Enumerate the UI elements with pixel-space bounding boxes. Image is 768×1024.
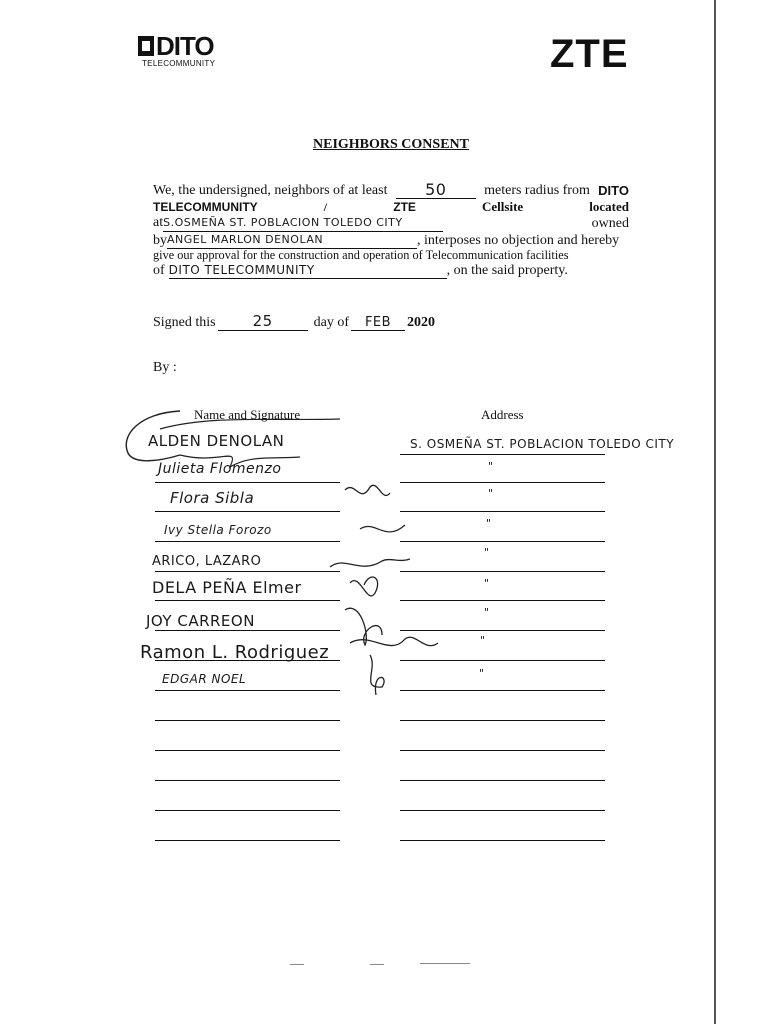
name-signature-line xyxy=(155,660,340,661)
line4-by: by xyxy=(153,233,167,248)
signed-month: FEB xyxy=(351,315,405,331)
signed-day: 25 xyxy=(218,312,308,331)
name-signature-line xyxy=(155,571,340,572)
paragraph-line-4 xyxy=(153,232,629,249)
paragraph-line-1 xyxy=(153,182,629,199)
address-line xyxy=(400,750,605,751)
line2-located: located xyxy=(589,199,629,214)
line6-of: of xyxy=(153,263,165,278)
signatory-name: DELA PEÑA Elmer xyxy=(152,578,302,597)
signatory-address: S. OSMEÑA ST. POBLACION TOLEDO CITY xyxy=(410,437,675,451)
signatory-address: " xyxy=(479,667,485,680)
signatory-address: " xyxy=(488,460,494,473)
owner-value: ANGEL MARLON DENOLAN xyxy=(167,232,417,249)
paragraph-line-3 xyxy=(153,215,629,232)
signatory-name: Ramon L. Rodriguez xyxy=(140,642,330,663)
signature-scribbles xyxy=(120,395,440,705)
signatory-name: JOY CARREON xyxy=(146,612,255,630)
signatory-name: ALDEN DENOLAN xyxy=(148,432,285,450)
signature-scribble xyxy=(345,485,390,495)
consent-paragraph xyxy=(153,182,629,279)
address-line xyxy=(400,780,605,781)
name-signature-line xyxy=(155,541,340,542)
signatory-address: " xyxy=(484,577,490,590)
name-signature-line xyxy=(155,780,340,781)
name-signature-line xyxy=(155,600,340,601)
footer-mark xyxy=(290,964,304,965)
address-line xyxy=(400,482,605,483)
zte-logo: ZTE xyxy=(550,32,629,76)
line3-owned: owned xyxy=(591,216,629,231)
signed-year: 2020 xyxy=(407,315,436,330)
signature-scribble xyxy=(126,411,180,461)
line2-slash: / xyxy=(323,200,328,214)
signatory-address: " xyxy=(484,546,490,559)
line2-telecommunity: TELECOMMUNITY xyxy=(153,200,258,214)
address-line xyxy=(400,571,605,572)
signature-scribble xyxy=(350,577,378,596)
signature-scribble xyxy=(370,655,384,695)
dito-logo-mark xyxy=(138,31,238,61)
address-line xyxy=(400,511,605,512)
line1-dito: DITO xyxy=(598,183,629,198)
signatory-name: ARICO, LAZARO xyxy=(152,554,262,569)
footer-mark xyxy=(370,964,384,965)
name-signature-line xyxy=(155,840,340,841)
line2-zte: ZTE xyxy=(393,200,416,214)
paragraph-line-6 xyxy=(153,262,629,279)
page-edge xyxy=(714,0,716,1024)
dito-logo-square-icon xyxy=(138,36,154,56)
signed-label: Signed this xyxy=(153,315,216,330)
signed-line xyxy=(153,312,435,331)
footer-mark xyxy=(420,963,470,964)
radius-value: 50 xyxy=(396,182,476,199)
document-title: NEIGHBORS CONSENT xyxy=(313,137,469,152)
signed-day-of: day of xyxy=(313,315,350,330)
dito-logo xyxy=(138,31,238,68)
address-line xyxy=(400,690,605,691)
line6-rest: , on the said property. xyxy=(446,263,568,278)
address-line xyxy=(400,720,605,721)
address-line xyxy=(400,541,605,542)
signature-scribble xyxy=(160,419,340,429)
signatory-address: " xyxy=(484,606,490,619)
signatory-name: Flora Sibla xyxy=(170,489,255,507)
name-signature-line xyxy=(155,810,340,811)
signatory-name: Ivy Stella Forozo xyxy=(164,523,272,537)
paragraph-line-2 xyxy=(153,199,629,215)
name-signature-line xyxy=(155,630,340,631)
signatory-address: " xyxy=(486,517,492,530)
name-signature-line xyxy=(155,750,340,751)
location-value: S.OSMEÑA ST. POBLACION TOLEDO CITY xyxy=(163,215,443,232)
signatory-address: " xyxy=(480,634,486,647)
signatory-name: EDGAR NOEL xyxy=(162,672,247,686)
name-column-header: Name and Signature xyxy=(194,407,301,422)
address-line xyxy=(400,454,605,455)
name-signature-line xyxy=(155,690,340,691)
dito-logo-subtitle: TELECOMMUNITY xyxy=(142,59,216,68)
signature-scribble xyxy=(360,525,405,532)
paragraph-line-5: give our approval for the construction and operation of Telecommunication facilities xyxy=(153,248,569,262)
name-signature-line xyxy=(155,720,340,721)
line2-cellsite: Cellsite xyxy=(482,199,524,214)
by-label: By : xyxy=(153,360,177,375)
line3-at-label: at xyxy=(153,215,164,230)
line1-text: We, the undersigned, neighbors of at least xyxy=(153,183,388,198)
name-signature-line xyxy=(155,511,340,512)
signature-scribble xyxy=(330,559,410,567)
signatory-name: Julieta Flomenzo xyxy=(158,461,282,477)
name-signature-line xyxy=(155,482,340,483)
address-line xyxy=(400,840,605,841)
address-line xyxy=(400,630,605,631)
signatory-address: " xyxy=(488,487,494,500)
dito-logo-text: DITO xyxy=(156,31,214,61)
address-line xyxy=(400,600,605,601)
address-line xyxy=(400,810,605,811)
address-line xyxy=(400,660,605,661)
address-column-header: Address xyxy=(481,407,524,422)
line3-at xyxy=(153,215,443,232)
company-value: DITO TELECOMMUNITY xyxy=(169,262,447,279)
line1-text-b: meters radius from xyxy=(484,183,590,198)
line4-rest: , interposes no objection and hereby xyxy=(417,233,620,248)
signature-scribble xyxy=(180,455,300,467)
